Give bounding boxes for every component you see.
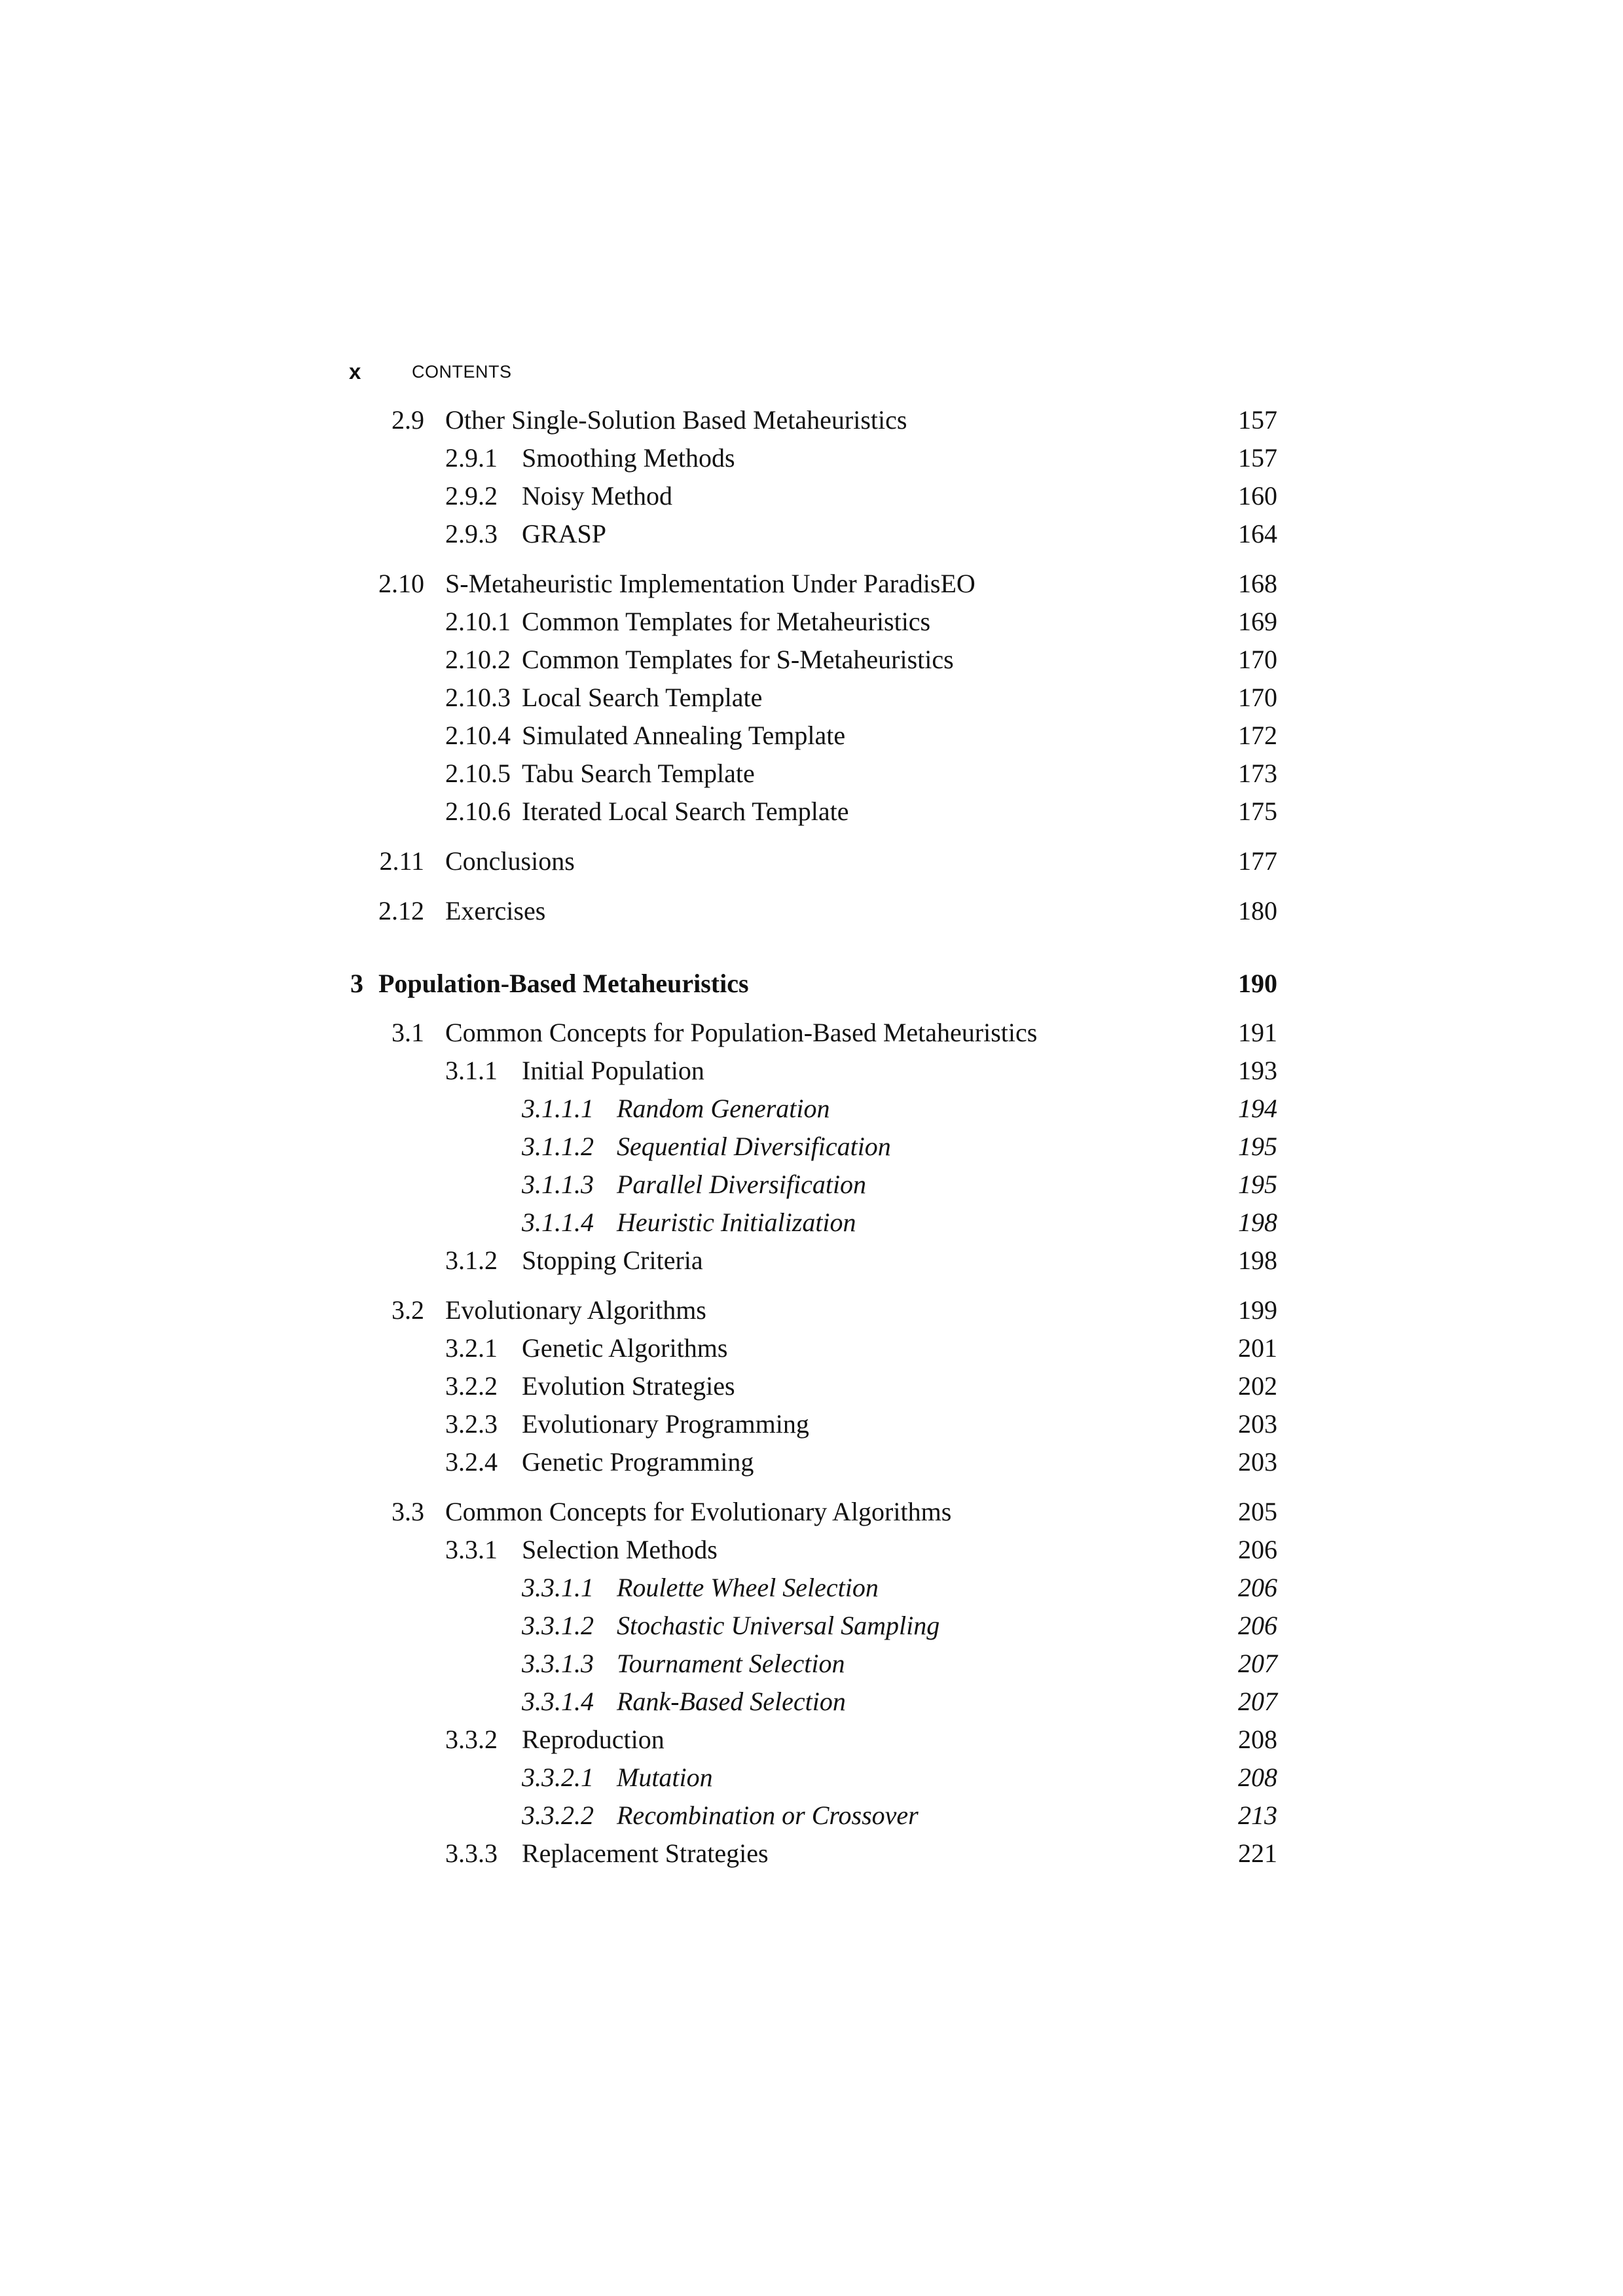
toc-entry-number: 3.3.1	[445, 1535, 498, 1564]
toc-entry-page: 206	[1238, 1535, 1277, 1564]
toc-entry-page: 206	[1238, 1573, 1277, 1602]
toc-entry-title: Sequential Diversification	[617, 1132, 891, 1161]
toc-entry[interactable]	[0, 1406, 1623, 1443]
toc-entry[interactable]	[0, 1444, 1623, 1480]
toc-entry-page: 208	[1238, 1763, 1277, 1792]
toc-entry[interactable]	[0, 603, 1623, 640]
toc-entry-page: 198	[1238, 1246, 1277, 1275]
toc-entry-title: Parallel Diversification	[617, 1170, 867, 1199]
toc-entry-page: 180	[1238, 896, 1277, 925]
toc-entry-title: Evolutionary Algorithms	[445, 1295, 706, 1325]
toc-entry[interactable]	[0, 565, 1623, 602]
toc-entry-page: 175	[1238, 797, 1277, 826]
toc-entry[interactable]	[0, 1128, 1623, 1165]
toc-entry-title: Initial Population	[522, 1056, 704, 1085]
toc-entry[interactable]	[0, 1292, 1623, 1329]
toc-entry-number: 2.11	[379, 846, 424, 876]
toc-entry[interactable]	[0, 1494, 1623, 1530]
toc-entry[interactable]	[0, 679, 1623, 716]
toc-entry-page: 169	[1238, 607, 1277, 636]
toc-entry-page: 205	[1238, 1497, 1277, 1526]
toc-entry-page: 221	[1238, 1839, 1277, 1868]
toc-entry[interactable]	[0, 1570, 1623, 1606]
toc-entry-page: 201	[1238, 1333, 1277, 1363]
toc-entry-page: 195	[1238, 1170, 1277, 1199]
toc-entry-page: 207	[1238, 1687, 1277, 1716]
toc-entry-title: Smoothing Methods	[522, 443, 735, 473]
toc-entry-title: Stopping Criteria	[522, 1246, 703, 1275]
toc-entry-title: Common Templates for Metaheuristics	[522, 607, 931, 636]
toc-entry-title: Exercises	[445, 896, 546, 925]
toc-entry-number: 3.2.2	[445, 1371, 498, 1401]
toc-entry-number: 3.3.1.1	[522, 1573, 594, 1602]
toc-entry-page: 191	[1238, 1018, 1277, 1047]
toc-entry-page: 157	[1238, 443, 1277, 473]
toc-entry-number: 3.1.1.4	[522, 1208, 594, 1237]
toc-entry-page: 177	[1238, 846, 1277, 876]
toc-entry[interactable]	[0, 893, 1623, 929]
toc-entry-page: 170	[1238, 683, 1277, 712]
toc-entry-title: Reproduction	[522, 1725, 665, 1754]
toc-entry-number: 2.9.2	[445, 481, 498, 511]
toc-entry[interactable]	[0, 1204, 1623, 1241]
toc-entry[interactable]	[0, 1242, 1623, 1279]
toc-entry-title: Population-Based Metaheuristics	[378, 969, 749, 998]
toc-entry-title: Replacement Strategies	[522, 1839, 769, 1868]
toc-entry-page: 172	[1238, 721, 1277, 750]
toc-entry-page: 207	[1238, 1649, 1277, 1678]
toc-entry-number: 2.10	[378, 569, 424, 598]
toc-entry-number: 2.12	[378, 896, 424, 925]
toc-entry-number: 2.10.6	[445, 797, 511, 826]
toc-entry-page: 157	[1238, 405, 1277, 435]
toc-entry-number: 3.3.1.4	[522, 1687, 594, 1716]
toc-entry-number: 2.10.2	[445, 645, 511, 674]
toc-entry[interactable]	[0, 1166, 1623, 1203]
toc-entry-title: Iterated Local Search Template	[522, 797, 849, 826]
running-head	[349, 359, 512, 385]
toc-entry[interactable]	[0, 1014, 1623, 1051]
toc-entry[interactable]	[0, 641, 1623, 678]
toc-entry-page: 206	[1238, 1611, 1277, 1640]
toc-entry-number: 2.10.1	[445, 607, 511, 636]
toc-entry-title: Genetic Algorithms	[522, 1333, 728, 1363]
toc-entry-number: 3.1.1.1	[522, 1094, 594, 1123]
toc-entry-title: Conclusions	[445, 846, 575, 876]
toc-entry[interactable]	[0, 1090, 1623, 1127]
toc-entry[interactable]	[0, 843, 1623, 880]
toc-entry-title: Common Templates for S-Metaheuristics	[522, 645, 954, 674]
toc-entry-title: Common Concepts for Population-Based Metaheuristics	[445, 1018, 1038, 1047]
toc-entry[interactable]	[0, 1368, 1623, 1405]
running-title: CONTENTS	[412, 361, 512, 382]
toc-entry-title: Tournament Selection	[617, 1649, 845, 1678]
toc-entry-title: Local Search Template	[522, 683, 763, 712]
toc-entry-number: 3.3.3	[445, 1839, 498, 1868]
toc-entry-title: Genetic Programming	[522, 1447, 754, 1477]
toc-entry[interactable]	[0, 440, 1623, 476]
toc-entry[interactable]	[0, 1835, 1623, 1872]
toc-entry-title: Common Concepts for Evolutionary Algorithms	[445, 1497, 952, 1526]
toc-entry-page: 194	[1238, 1094, 1277, 1123]
toc-entry[interactable]	[0, 516, 1623, 552]
toc-entry-title: Evolutionary Programming	[522, 1409, 809, 1439]
toc-entry[interactable]	[0, 1607, 1623, 1644]
toc-entry-number: 2.9.3	[445, 519, 498, 548]
toc-entry-page: 198	[1238, 1208, 1277, 1237]
toc-entry-page: 203	[1238, 1409, 1277, 1439]
toc-entry-title: Other Single-Solution Based Metaheuristics	[445, 405, 907, 435]
toc-entry-number: 3.2	[392, 1295, 424, 1325]
toc-entry-number: 3.3.2.1	[522, 1763, 594, 1792]
toc-entry-title: Heuristic Initialization	[617, 1208, 856, 1237]
toc-entry-page: 208	[1238, 1725, 1277, 1754]
toc-entry-page: 195	[1238, 1132, 1277, 1161]
toc-entry-title: Evolution Strategies	[522, 1371, 735, 1401]
toc-entry-number: 3.3	[392, 1497, 424, 1526]
page-folio: x	[349, 359, 361, 384]
toc-entry-number: 3.3.1.2	[522, 1611, 594, 1640]
toc-entry-title: Tabu Search Template	[522, 759, 755, 788]
toc-entry-number: 2.10.4	[445, 721, 511, 750]
toc-entry[interactable]	[0, 402, 1623, 439]
toc-entry-number: 2.10.5	[445, 759, 511, 788]
toc-entry[interactable]	[0, 1721, 1623, 1758]
toc-entry-page: 213	[1238, 1801, 1277, 1830]
toc-entry-page: 193	[1238, 1056, 1277, 1085]
toc-entry-number: 2.9.1	[445, 443, 498, 473]
toc-entry-title: Rank-Based Selection	[617, 1687, 846, 1716]
toc-entry[interactable]	[0, 1759, 1623, 1796]
toc-entry[interactable]	[0, 1645, 1623, 1682]
toc-entry[interactable]	[0, 755, 1623, 792]
toc-entry-number: 3.3.1.3	[522, 1649, 594, 1678]
toc-entry-number: 3.3.2.2	[522, 1801, 594, 1830]
toc-entry-page: 203	[1238, 1447, 1277, 1477]
toc-entry-number: 3.1.1.3	[522, 1170, 594, 1199]
toc-entry-title: Selection Methods	[522, 1535, 718, 1564]
toc-entry-number: 3.3.2	[445, 1725, 498, 1754]
toc-entry-number: 2.10.3	[445, 683, 511, 712]
toc-entry[interactable]	[0, 478, 1623, 514]
toc-entry[interactable]	[0, 793, 1623, 830]
toc-entry[interactable]	[0, 717, 1623, 754]
toc-entry[interactable]	[0, 965, 1623, 1002]
toc-entry-title: Mutation	[617, 1763, 713, 1792]
toc-entry-number: 3.1.1.2	[522, 1132, 594, 1161]
toc-entry-title: Roulette Wheel Selection	[617, 1573, 879, 1602]
toc-entry-title: Recombination or Crossover	[617, 1801, 919, 1830]
toc-entry-page: 168	[1238, 569, 1277, 598]
toc-entry-number: 3	[350, 969, 363, 998]
toc-entry-number: 3.2.1	[445, 1333, 498, 1363]
toc-entry-page: 170	[1238, 645, 1277, 674]
toc-entry-title: Simulated Annealing Template	[522, 721, 846, 750]
toc-entry-number: 3.2.4	[445, 1447, 498, 1477]
toc-entry-title: Stochastic Universal Sampling	[617, 1611, 940, 1640]
toc-entry-number: 2.9	[392, 405, 424, 435]
toc-entry-page: 202	[1238, 1371, 1277, 1401]
toc-entry-page: 160	[1238, 481, 1277, 511]
toc-entry-page: 190	[1238, 969, 1277, 998]
toc-entry-title: Random Generation	[617, 1094, 830, 1123]
toc-entry[interactable]	[0, 1532, 1623, 1568]
toc-entry-number: 3.1	[392, 1018, 424, 1047]
toc-entry-number: 3.2.3	[445, 1409, 498, 1439]
toc-entry-page: 164	[1238, 519, 1277, 548]
toc-entry-number: 3.1.2	[445, 1246, 498, 1275]
toc-entry[interactable]	[0, 1797, 1623, 1834]
toc-entry[interactable]	[0, 1683, 1623, 1720]
toc-entry-number: 3.1.1	[445, 1056, 498, 1085]
toc-entry-page: 173	[1238, 759, 1277, 788]
toc-entry[interactable]	[0, 1330, 1623, 1367]
toc-entry-title: GRASP	[522, 519, 606, 548]
toc-entry-page: 199	[1238, 1295, 1277, 1325]
toc-entry[interactable]	[0, 1052, 1623, 1089]
toc-entry-title: S-Metaheuristic Implementation Under ParadisEO	[445, 569, 976, 598]
toc-entry-title: Noisy Method	[522, 481, 672, 511]
